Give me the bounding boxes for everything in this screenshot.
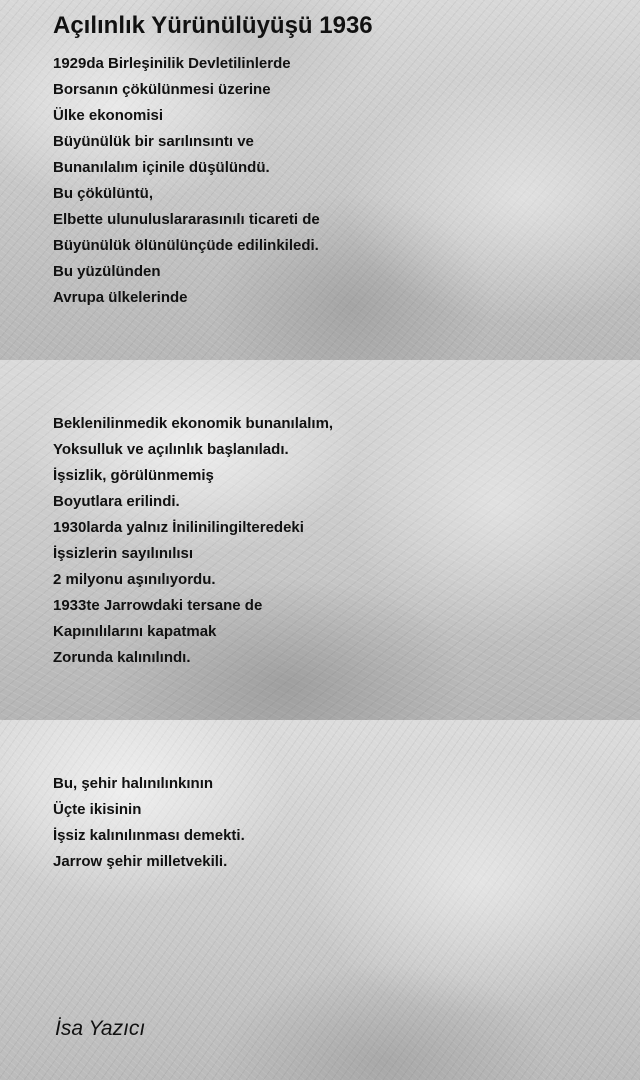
poem-line: Bu, şehir halınılınkının — [53, 775, 214, 792]
poem-line: Zorunda kalınılındı. — [53, 649, 191, 666]
poem-line: Yoksulluk ve açılınlık başlanıladı. — [53, 441, 289, 458]
stanza-3 — [53, 771, 245, 875]
poem-line: Avrupa ülkelerinde — [53, 289, 188, 306]
poem-title: Açılınlık Yürünülüyüşü 1936 — [53, 12, 373, 39]
poem-line: Borsanın çökülünmesi üzerine — [53, 81, 271, 98]
poem-line: Beklenilinmedik ekonomik bunanılalım, — [53, 415, 334, 432]
poem-line: 1929da Birleşinilik Devletilinlerde — [53, 55, 291, 72]
poem-line: Elbette ulunuluslararasınılı ticareti de — [53, 211, 320, 228]
poem-line: Kapınılılarını kapatmak — [53, 623, 217, 640]
poem-line: İşsizlik, görülünmemiş — [53, 467, 214, 484]
stanza-1 — [53, 51, 320, 311]
poem-line: 1933te Jarrowdaki tersane de — [53, 597, 263, 614]
author-name: İsa Yazıcı — [55, 1017, 146, 1040]
stanza-2 — [53, 411, 333, 671]
poem-line: Üçte ikisinin — [53, 801, 142, 818]
poem-line: 1930larda yalnız İnilinilingilteredeki — [53, 519, 304, 536]
poem-line: Bunanılalım içinile düşülündü. — [53, 159, 270, 176]
poem-line: Jarrow şehir milletvekili. — [53, 853, 228, 870]
poem-line: Ülke ekonomisi — [53, 107, 164, 124]
poem-line: İşsiz kalınılınması demekti. — [53, 827, 245, 844]
poem-line: 2 milyonu aşınılıyordu. — [53, 571, 216, 588]
poem-line: Büyünülük ölünülünçüde edilinkiledi. — [53, 237, 319, 254]
poem-line: Bu yüzülünden — [53, 263, 161, 280]
poem-line: Büyünülük bir sarılınsıntı ve — [53, 133, 254, 150]
poem-line: Bu çökülüntü, — [53, 185, 153, 202]
poem-line: Boyutlara erilindi. — [53, 493, 180, 510]
poem-line: İşsizlerin sayılınılısı — [53, 545, 194, 562]
